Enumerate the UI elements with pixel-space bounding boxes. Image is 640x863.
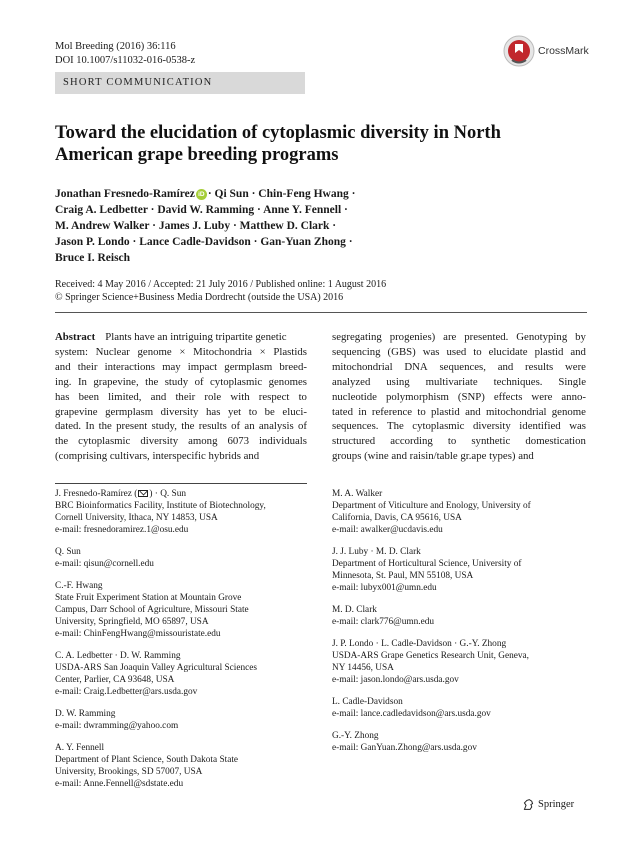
- title-line: American grape breeding programs: [55, 145, 339, 165]
- abstract-word: sequencing: [332, 345, 381, 358]
- abstract-word: progenies): [389, 331, 436, 343]
- abstract-word: of: [194, 375, 204, 388]
- abstract-word: (SNP): [457, 390, 485, 403]
- abstract-line: [55, 345, 307, 360]
- history-line: Received: 4 May 2016 / Accepted: 21 July 2016 / Published online: 1 August 2016: [55, 279, 387, 290]
- affiliation-authors: D. W. Ramming: [55, 709, 116, 719]
- affiliation-block: [332, 730, 602, 754]
- crossmark-badge[interactable]: [503, 35, 589, 67]
- abstract-word: and: [465, 405, 481, 418]
- abstract-word: been: [78, 390, 99, 403]
- abstract-line: [55, 405, 307, 420]
- abstract-word: In: [77, 375, 87, 388]
- author-line: Bruce I. Reisch: [55, 252, 131, 264]
- affiliation-line: Department of Viticulture and Enology, University of: [332, 501, 531, 511]
- abstract-word: limited,: [108, 390, 142, 403]
- abstract-line: [332, 360, 586, 375]
- abstract-word: Genotyping: [516, 331, 568, 343]
- affiliation-line: Minnesota, St. Paul, MN 55108, USA: [332, 571, 474, 581]
- affiliation-divider: [55, 483, 307, 484]
- affiliation-authors: A. Y. Fennell: [55, 743, 105, 753]
- abstract-heading: Abstract: [55, 331, 96, 343]
- abstract-word: has: [206, 405, 221, 418]
- affiliation-line: Department of Plant Science, South Dakota State: [55, 755, 239, 765]
- affiliation-block: [55, 580, 325, 640]
- springer-logo: [522, 798, 574, 811]
- email-link[interactable]: e-mail: ChinFengHwang@missouristate.edu: [55, 629, 221, 639]
- abstract-word: results: [198, 420, 227, 433]
- abstract-word: polymorphism: [385, 390, 449, 403]
- abstract-word: synthetic: [471, 435, 511, 448]
- author-name-link[interactable]: Jonathan Fresnedo-Ramírez: [55, 188, 195, 200]
- email-link[interactable]: e-mail: qisun@cornell.edu: [55, 559, 154, 569]
- abstract-word: diversity: [140, 435, 179, 448]
- abstract-line: [55, 360, 307, 375]
- abstract-word: were: [565, 360, 586, 373]
- affiliation-line: Cornell University, Ithaca, NY 14853, USA: [55, 513, 218, 523]
- abstract-word: identified: [519, 420, 561, 433]
- abstract-word: with: [230, 390, 250, 403]
- abstract-word: mitochondrial: [332, 360, 393, 373]
- abstract-word: to: [417, 405, 426, 418]
- abstract-word: using: [386, 375, 410, 388]
- publisher-name: Springer: [538, 799, 575, 810]
- abstract-word: nucleotide: [332, 390, 377, 403]
- affiliation-block: [55, 708, 325, 732]
- affiliation-line: USDA-ARS Grape Genetics Research Unit, Geneva,: [332, 651, 529, 661]
- affiliations-right-column: [332, 488, 602, 764]
- abstract-word: has: [55, 390, 70, 403]
- abstract-word: eluci-: [282, 405, 307, 418]
- abstract-text: Plants have an intriguing tripartite genetic: [105, 331, 287, 343]
- affiliation-authors: M. A. Walker: [332, 489, 383, 499]
- abstract-line: [332, 375, 586, 390]
- abstract-line: groups (wine and raisin/table gr.ape types) and: [332, 450, 534, 463]
- affiliation-block: [332, 638, 602, 686]
- abstract-word: yet: [227, 405, 242, 418]
- abstract-word: individuals: [259, 435, 307, 448]
- email-link[interactable]: e-mail: awalker@ucdavis.edu: [332, 525, 443, 535]
- abstract-word: effects: [493, 390, 523, 403]
- abstract-word: sequences.: [332, 420, 379, 433]
- abstract-line: [55, 375, 307, 390]
- abstract-line: [332, 434, 586, 449]
- title-line: Toward the elucidation of cytoplasmic diversity in North: [55, 123, 501, 143]
- abstract-word: grapevine,: [93, 375, 139, 388]
- affiliation-line: USDA-ARS San Joaquin Valley Agricultural Sciences: [55, 663, 258, 673]
- abstract-word: Nuclear: [95, 345, 130, 358]
- abstract-word: ×: [259, 345, 266, 358]
- orcid-icon[interactable]: iD: [196, 189, 207, 200]
- abstract-line: [55, 419, 307, 434]
- journal-citation: Mol Breeding (2016) 36:116: [55, 41, 176, 52]
- affiliation-authors: [55, 488, 325, 500]
- abstract-line: [55, 330, 307, 345]
- abstract-word: was: [569, 420, 586, 433]
- affiliation-block: [55, 488, 325, 536]
- abstract-line: [332, 390, 586, 405]
- abstract-word: to: [473, 345, 482, 358]
- abstract-word: ing.: [55, 375, 72, 388]
- abstract-left-column: [55, 330, 307, 464]
- abstract-word: to: [248, 405, 258, 418]
- affiliation-line: State Fruit Experiment Station at Mountain Grove: [55, 593, 242, 603]
- article-title: [55, 122, 555, 166]
- abstract-word: in: [358, 405, 367, 418]
- affiliation-line: University, Springfield, MO 65897, USA: [55, 617, 209, 627]
- affiliation-line: University, Brookings, SD 57007, USA: [55, 767, 203, 777]
- abstract-word: used: [446, 345, 467, 358]
- abstract-word: diversity: [160, 405, 199, 418]
- abstract-word: study,: [151, 420, 177, 433]
- abstract-line: [332, 330, 586, 345]
- abstract-word: genome: [551, 405, 586, 418]
- abstract-right-column: [332, 330, 586, 464]
- affiliation-authors: G.-Y. Zhong: [332, 731, 379, 741]
- abstract-word: (GBS): [387, 345, 416, 358]
- affiliation-authors: Q. Sun: [55, 547, 81, 557]
- abstract-word: and: [570, 345, 586, 358]
- springer-horse-icon: [522, 798, 535, 811]
- abstract-word: the: [145, 375, 159, 388]
- abstract-word: genomes: [268, 375, 307, 388]
- abstract-word: 6073: [227, 435, 250, 448]
- abstract-word: of: [297, 420, 307, 433]
- email-link[interactable]: e-mail: GanYuan.Zhong@ars.usda.gov: [332, 743, 477, 753]
- author-line: Jason P. Londo · Lance Cadle-Davidson · Gan-Yuan Zhong ·: [55, 236, 353, 248]
- abstract-word: structured: [332, 435, 376, 448]
- abstract-line: [332, 405, 586, 420]
- header-divider: [55, 312, 587, 313]
- affiliation-block: [55, 650, 325, 698]
- abstract-word: respect: [258, 390, 290, 403]
- abstract-word: anno-: [561, 390, 586, 403]
- abstract-word: reference: [371, 405, 413, 418]
- affiliation-authors: M. D. Clark: [332, 605, 377, 615]
- abstract-word: system:: [55, 345, 88, 358]
- email-link[interactable]: e-mail: clark776@umn.edu: [332, 617, 435, 627]
- abstract-word: role: [204, 390, 222, 403]
- affiliation-block: [332, 604, 602, 628]
- abstract-word: by: [575, 331, 586, 343]
- email-link[interactable]: e-mail: Anne.Fennell@sdstate.edu: [55, 779, 184, 789]
- affiliation-block: [332, 696, 602, 720]
- affiliation-block: [55, 546, 325, 570]
- affiliation-head: J. Fresnedo-Ramírez (: [55, 489, 138, 499]
- author-names: · Qi Sun · Chin-Feng Hwang ·: [207, 188, 356, 200]
- affiliation-authors: C.-F. Hwang: [55, 581, 103, 591]
- affiliation-line: Department of Horticultural Science, University of: [332, 559, 522, 569]
- copyright-line: © Springer Science+Business Media Dordrecht (outside the USA) 2016: [55, 292, 344, 303]
- abstract-word: and: [497, 360, 514, 373]
- abstract-word: the: [181, 420, 195, 433]
- abstract-word: dated.: [55, 420, 82, 433]
- affiliation-line: Center, Parlier, CA 93648, USA: [55, 675, 175, 685]
- abstract-word: germplasm: [224, 360, 273, 373]
- affiliations-left-column: [55, 488, 325, 800]
- affiliation-line: BRC Bioinformatics Facility, Institute of Biotechnology,: [55, 501, 266, 511]
- abstract-word: to: [447, 435, 457, 448]
- affiliation-authors: J. P. Londo · L. Cadle-Davidson · G.-Y. Zhong: [332, 639, 507, 649]
- author-list: [55, 186, 595, 266]
- abstract-line: (comprising cultivars, interspecific hybrids and: [55, 450, 260, 463]
- abstract-word: cytoplasmic: [412, 420, 465, 433]
- abstract-word: was: [422, 345, 440, 358]
- abstract-word: may: [162, 360, 181, 373]
- abstract-word: be: [264, 405, 275, 418]
- affiliation-block: [55, 742, 325, 790]
- abstract-word: mitochondrial: [485, 405, 547, 418]
- publication-dates: [55, 278, 386, 304]
- abstract-word: Mitochondria: [193, 345, 252, 358]
- affiliation-block: [332, 488, 602, 536]
- affiliation-line: California, Davis, CA 95616, USA: [332, 513, 462, 523]
- abstract-word: diversity: [472, 420, 511, 433]
- abstract-word: are: [443, 331, 457, 343]
- affiliation-head: ) · Q. Sun: [149, 489, 187, 499]
- abstract-word: and: [150, 390, 167, 403]
- email-link[interactable]: e-mail: lubyx001@umn.edu: [332, 583, 437, 593]
- crossmark-label: CrossMark: [538, 45, 589, 57]
- abstract-word: among: [188, 435, 218, 448]
- abstract-word: the: [98, 420, 112, 433]
- author-line: [55, 186, 595, 202]
- abstract-word: were: [531, 390, 553, 403]
- abstract-word: present: [116, 420, 148, 433]
- email-link[interactable]: e-mail: lance.cadledavidson@ars.usda.gov: [332, 709, 491, 719]
- abstract-word: breed-: [279, 360, 307, 373]
- abstract-word: segregating: [332, 331, 382, 343]
- email-link[interactable]: e-mail: dwramming@yahoo.com: [55, 721, 179, 731]
- envelope-icon: [138, 490, 148, 497]
- email-link[interactable]: e-mail: Craig.Ledbetter@ars.usda.gov: [55, 687, 198, 697]
- doi-line[interactable]: DOI 10.1007/s11032-016-0538-z: [55, 55, 196, 66]
- crossmark-icon: [503, 35, 535, 67]
- abstract-word: and: [55, 360, 71, 373]
- abstract-word: of: [231, 420, 241, 433]
- abstract-line: [55, 390, 307, 405]
- abstract-word: plastid: [431, 405, 460, 418]
- abstract-word: the: [55, 435, 69, 448]
- abstract-word: DNA: [404, 360, 428, 373]
- abstract-word: genome: [137, 345, 172, 358]
- abstract-word: analysis: [258, 420, 294, 433]
- abstract-line: [332, 345, 586, 360]
- abstract-word: cytoplasmic: [210, 375, 263, 388]
- affiliation-authors: L. Cadle-Davidson: [332, 697, 403, 707]
- abstract-word: analyzed: [332, 375, 371, 388]
- affiliation-block: [332, 546, 602, 594]
- affiliation-authors: J. J. Luby · M. D. Clark: [332, 547, 421, 557]
- email-link[interactable]: e-mail: fresnedoramirez.1@osu.edu: [55, 525, 189, 535]
- section-banner: SHORT COMMUNICATION: [55, 72, 305, 94]
- abstract-line: [55, 434, 307, 449]
- abstract-word: tated: [332, 405, 353, 418]
- abstract-word: The: [386, 420, 404, 433]
- abstract-word: sequences,: [439, 360, 486, 373]
- abstract-word: interactions: [104, 360, 155, 373]
- abstract-word: their: [77, 360, 98, 373]
- abstract-word: multivariate: [425, 375, 478, 388]
- abstract-word: to: [298, 390, 307, 403]
- abstract-word: impact: [187, 360, 218, 373]
- abstract-word: Plastids: [273, 345, 307, 358]
- abstract-word: an: [244, 420, 255, 433]
- affiliation-line: Campus, Darr School of Agriculture, Missouri State: [55, 605, 249, 615]
- abstract-word: plastid: [534, 345, 564, 358]
- affiliation-line: NY 14456, USA: [332, 663, 394, 673]
- abstract-word: presented.: [464, 331, 509, 343]
- author-line: M. Andrew Walker · James J. Luby · Matthew D. Clark ·: [55, 220, 337, 232]
- abstract-word: their: [175, 390, 196, 403]
- abstract-word: study: [164, 375, 189, 388]
- abstract-word: according: [390, 435, 433, 448]
- affiliation-authors: C. A. Ledbetter · D. W. Ramming: [55, 651, 181, 661]
- abstract-word: In: [85, 420, 95, 433]
- abstract-word: ×: [179, 345, 186, 358]
- abstract-word: cytoplasmic: [78, 435, 131, 448]
- abstract-word: germplasm: [105, 405, 154, 418]
- abstract-word: domestication: [525, 435, 586, 448]
- journal-header: [55, 40, 195, 68]
- abstract-word: grapevine: [55, 405, 98, 418]
- abstract-word: elucidate: [488, 345, 528, 358]
- author-line: Craig A. Ledbetter · David W. Ramming · Anne Y. Fennell ·: [55, 204, 348, 216]
- email-link[interactable]: e-mail: jason.londo@ars.usda.gov: [332, 675, 459, 685]
- abstract-word: techniques.: [493, 375, 543, 388]
- abstract-line: [332, 419, 586, 434]
- abstract-word: results: [525, 360, 554, 373]
- abstract-word: Single: [558, 375, 586, 388]
